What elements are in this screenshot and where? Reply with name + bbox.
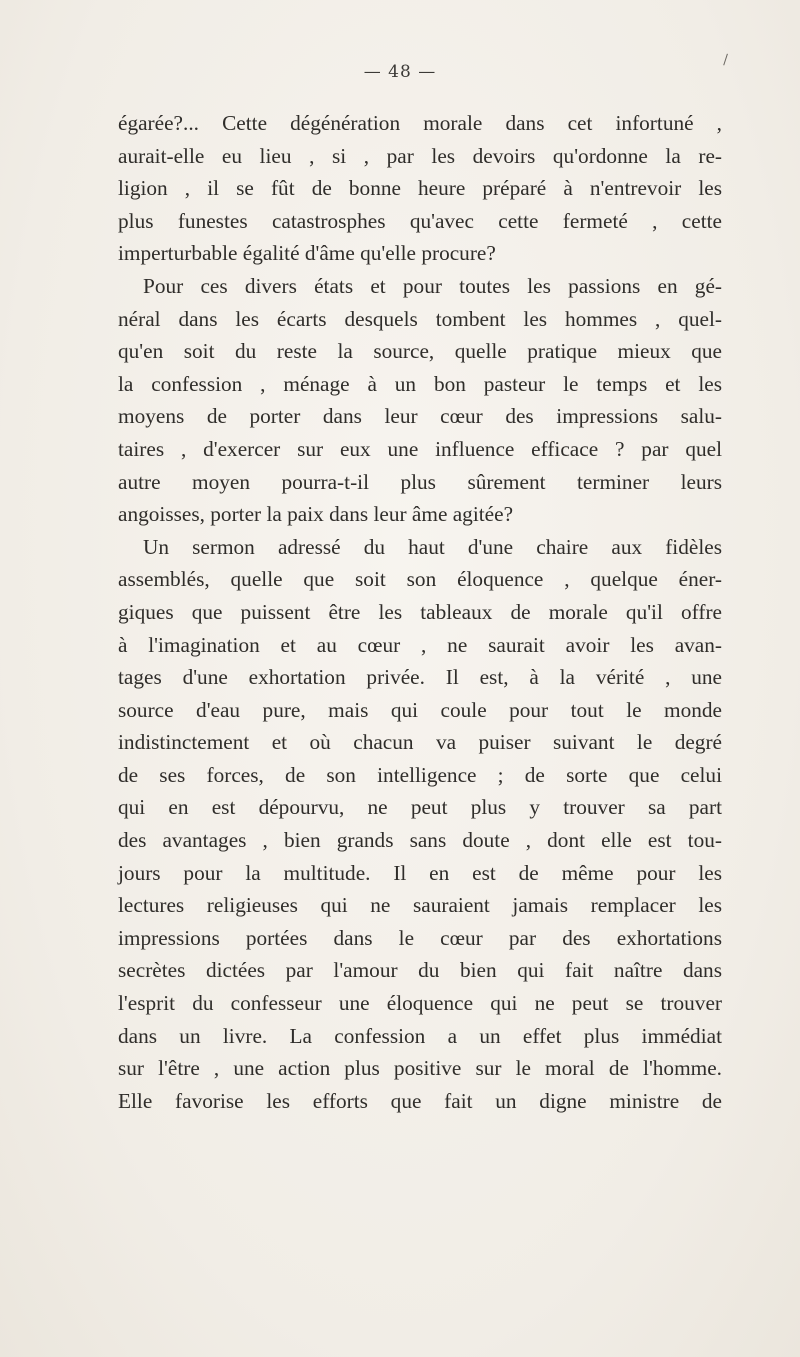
- text-line: égarée?... Cette dégénération morale dans cet infortuné ,: [118, 111, 722, 135]
- text-line: qu'en soit du reste la source, quelle pratique mieux que: [118, 339, 722, 364]
- text-line: impressions portées dans le cœur par des exhortations: [118, 925, 722, 950]
- text-line: secrètes dictées par l'amour du bien qui fait naître dans: [118, 958, 722, 983]
- text-line: assemblés, quelle que soit son éloquence , quelque éner-: [118, 567, 722, 592]
- page-number-header: — 48 —: [363, 62, 437, 82]
- text-line: sur l'être , une action plus positive sur le moral de l'homme.: [118, 1056, 722, 1081]
- text-line: qui en est dépourvu, ne peut plus y trouver sa part: [118, 795, 722, 820]
- text-line: jours pour la multitude. Il en est de même pour les: [118, 860, 722, 885]
- text-line: tages d'une exhortation privée. Il est, à la vérité , une: [118, 665, 722, 690]
- text-line: des avantages , bien grands sans doute , dont elle est tou-: [118, 828, 722, 853]
- text-line: de ses forces, de son intelligence ; de sorte que celui: [118, 762, 722, 787]
- text-line: ligion , il se fût de bonne heure préparé à n'entrevoir les: [118, 176, 722, 201]
- text-line: Elle favorise les efforts que fait un digne ministre de: [118, 1088, 722, 1113]
- text-line: l'esprit du confesseur une éloquence qui ne peut se trouver: [118, 991, 722, 1016]
- body-text: [118, 107, 722, 1117]
- text-line: moyens de porter dans leur cœur des impressions salu-: [118, 404, 722, 429]
- text-line: plus funestes catastrosphes qu'avec cette fermeté , cette: [118, 208, 722, 233]
- text-line: néral dans les écarts desquels tombent les hommes , quel-: [118, 306, 722, 331]
- text-line: la confession , ménage à un bon pasteur le temps et les: [118, 371, 722, 396]
- text-line: imperturbable égalité d'âme qu'elle procure?: [118, 241, 496, 266]
- text-line: autre moyen pourra-t-il plus sûrement terminer leurs: [118, 469, 722, 494]
- text-line: indistinctement et où chacun va puiser suivant le degré: [118, 730, 722, 755]
- text-line: Pour ces divers états et pour toutes les passions en gé-: [143, 273, 722, 298]
- text-line: Un sermon adressé du haut d'une chaire aux fidèles: [143, 534, 722, 559]
- text-line: angoisses, porter la paix dans leur âme agitée?: [118, 502, 514, 527]
- text-line: dans un livre. La confession a un effet plus immédiat: [118, 1023, 722, 1048]
- text-line: à l'imagination et au cœur , ne saurait avoir les avan-: [118, 632, 722, 657]
- text-line: lectures religieuses qui ne sauraient jamais remplacer les: [118, 893, 722, 918]
- text-line: taires , d'exercer sur eux une influence efficace ? par quel: [118, 436, 722, 461]
- text-line: giques que puissent être les tableaux de morale qu'il offre: [118, 599, 722, 624]
- text-line: aurait-elle eu lieu , si , par les devoirs qu'ordonne la re-: [118, 143, 722, 168]
- text-line: source d'eau pure, mais qui coule pour tout le monde: [118, 697, 722, 722]
